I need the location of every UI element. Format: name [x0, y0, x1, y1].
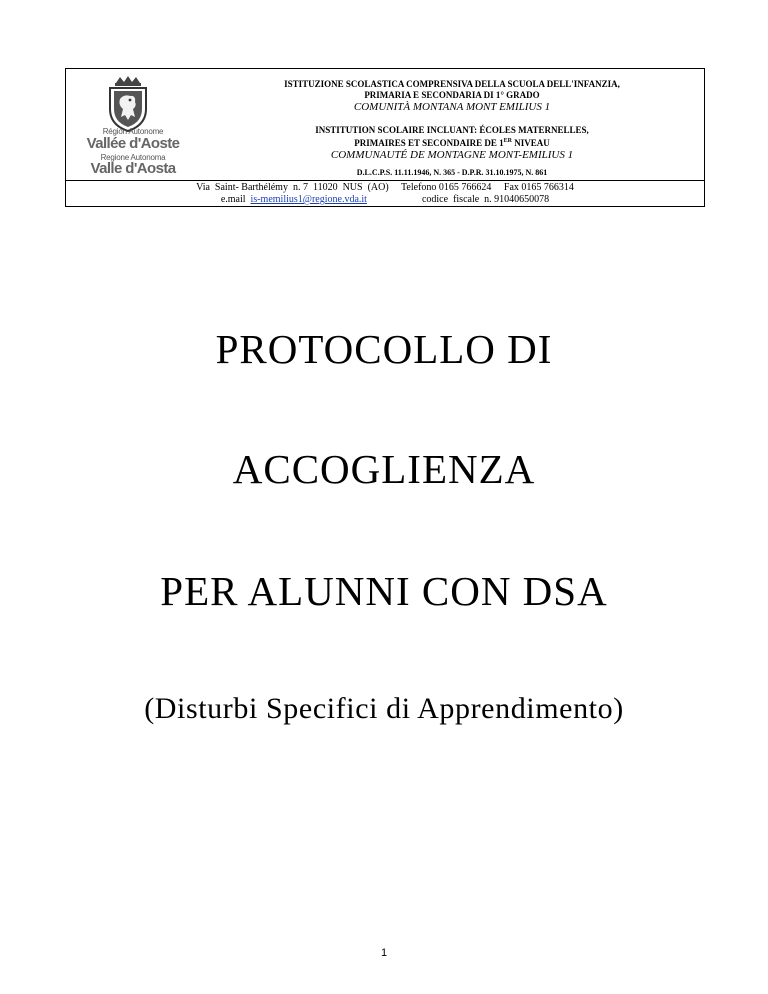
italian-institution: [200, 79, 704, 114]
french-line-2-superscript: ER: [503, 138, 512, 144]
region-text-fr-name: Vallée d'Aoste: [86, 135, 180, 152]
spacer: [367, 194, 422, 205]
page-number: 1: [380, 947, 388, 959]
region-text-it-name: Valle d'Aosta: [90, 160, 176, 177]
french-line-2-end: NIVEAU: [511, 138, 550, 148]
title-line-2: ACCOGLIENZA: [232, 446, 536, 492]
address-line: Via Saint- Barthélémy n. 7 11020 NUS (AO) Telefono 0165 766624 Fax 0165 766314: [196, 182, 574, 193]
fiscal-code: codice fiscale n. 91040650078: [421, 194, 550, 205]
french-line-1: INSTITUTION SCOLAIRE INCLUANT: ÉCOLES MATERNELLES,: [315, 125, 589, 135]
region-text-fr-label: Région Autonome: [102, 127, 164, 136]
email-label: e.mail: [220, 194, 251, 205]
region-text-it-label: Regione Autonoma: [100, 153, 166, 162]
italian-line-1: ISTITUZIONE SCOLASTICA COMPRENSIVA DELLA SCUOLA DELL'INFANZIA,: [284, 79, 620, 89]
letterhead-top: [66, 69, 704, 175]
region-logo: [66, 69, 200, 175]
email-fiscal-line: [66, 194, 704, 205]
title-line-3: PER ALUNNI CON DSA: [160, 568, 608, 614]
italian-community: COMUNITÀ MONTANA MONT EMILIUS 1: [353, 101, 551, 113]
subtitle: (Disturbi Specifici di Apprendimento): [144, 692, 624, 725]
french-institution: [200, 125, 704, 162]
french-line-2: [200, 136, 704, 149]
email-link[interactable]: is-memilius1@regione.vda.it: [250, 194, 367, 205]
title-line-1: PROTOCOLLO DI: [215, 326, 553, 372]
french-community: COMMUNAUTÉ DE MONTAGNE MONT-EMILIUS 1: [330, 149, 574, 161]
decree-reference: D.L.C.P.S. 11.11.1946, N. 365 - D.P.R. 31.10.1975, N. 861: [356, 168, 548, 177]
letterhead: [65, 68, 705, 207]
french-line-2-start: PRIMAIRES ET SECONDAIRE DE 1: [354, 138, 504, 148]
shield-lion-emblem-icon: [106, 75, 150, 133]
contact-info: [66, 181, 704, 207]
italian-line-2: PRIMARIA E SECONDARIA DI 1° GRADO: [364, 90, 540, 100]
institution-names: [200, 69, 704, 175]
